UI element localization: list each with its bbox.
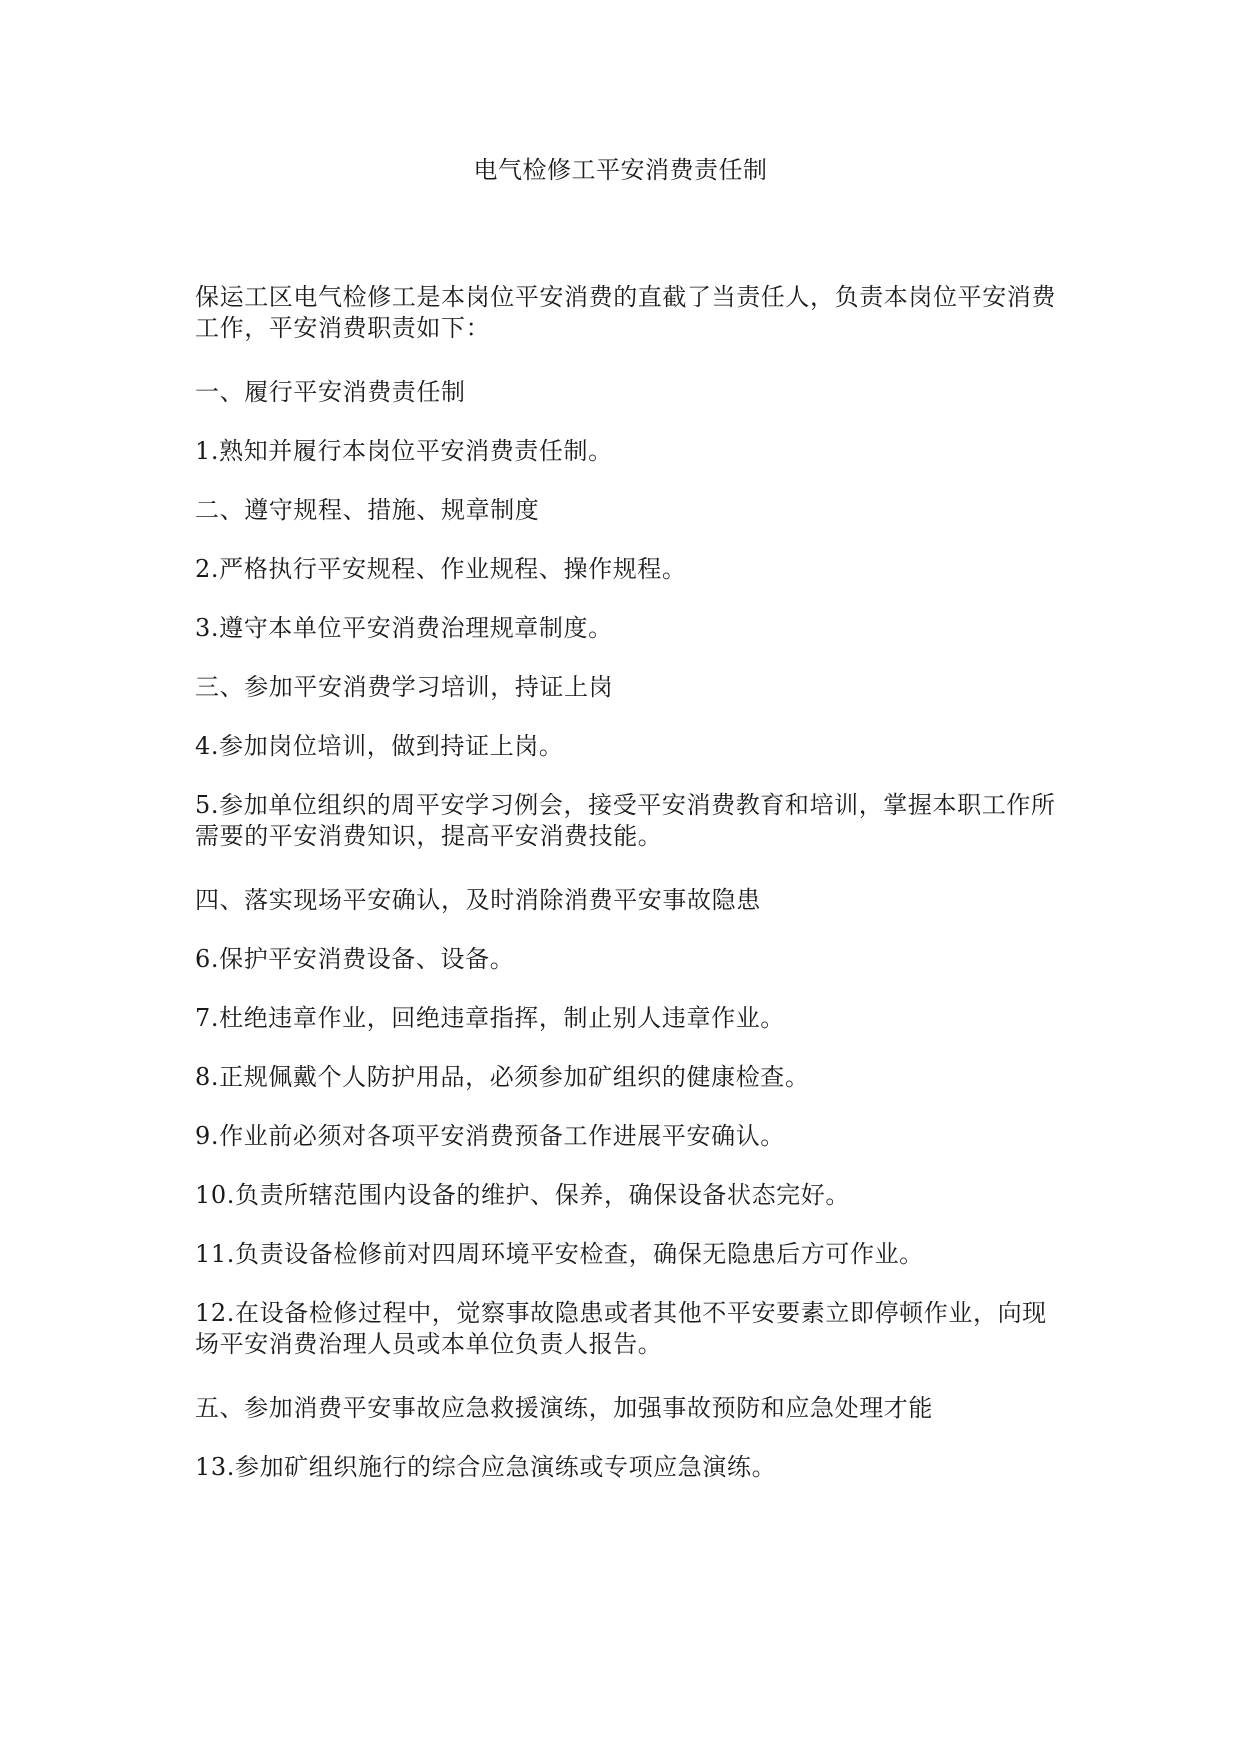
section-heading-2: 二、遵守规程、措施、规章制度: [195, 496, 540, 524]
document-body: [195, 282, 1057, 1511]
clause-8: 8.正规佩戴个人防护用品，必须参加矿组织的健康检查。: [195, 1063, 810, 1091]
clause-1: 1.熟知并履行本岗位平安消费责任制。: [195, 437, 613, 465]
clause-6: 6.保护平安消费设备、设备。: [195, 945, 515, 973]
clause-13: 13.参加矿组织施行的综合应急演练或专项应急演练。: [195, 1453, 777, 1481]
clause-12: 12.在设备检修过程中，觉察事故隐患或者其他不平安要素立即停顿作业，向现场平安消费治理人员或本单位负责人报告。: [195, 1299, 1047, 1358]
clause-11: 11.负责设备检修前对四周环境平安检查，确保无隐患后方可作业。: [195, 1240, 924, 1268]
clause-9: 9.作业前必须对各项平安消费预备工作进展平安确认。: [195, 1122, 785, 1150]
clause-5: 5.参加单位组织的周平安学习例会，接受平安消费教育和培训，掌握本职工作所需要的平安消费知识，提高平安消费技能。: [195, 791, 1056, 850]
section-heading-3: 三、参加平安消费学习培训，持证上岗: [195, 673, 614, 701]
intro-paragraph: 保运工区电气检修工是本岗位平安消费的直截了当责任人，负责本岗位平安消费工作，平安消费职责如下：: [195, 283, 1056, 342]
section-heading-1: 一、履行平安消费责任制: [195, 378, 466, 406]
clause-3: 3.遵守本单位平安消费治理规章制度。: [195, 614, 613, 642]
clause-2: 2.严格执行平安规程、作业规程、操作规程。: [195, 555, 687, 583]
clause-10: 10.负责所辖范围内设备的维护、保养，确保设备状态完好。: [195, 1181, 850, 1209]
clause-4: 4.参加岗位培训，做到持证上岗。: [195, 732, 564, 760]
section-heading-4: 四、落实现场平安确认，及时消除消费平安事故隐患: [195, 886, 761, 914]
clause-7: 7.杜绝违章作业，回绝违章指挥，制止别人违章作业。: [195, 1004, 785, 1032]
section-heading-5: 五、参加消费平安事故应急救援演练，加强事故预防和应急处理才能: [195, 1394, 933, 1422]
document-title: 电气检修工平安消费责任制: [473, 156, 768, 184]
